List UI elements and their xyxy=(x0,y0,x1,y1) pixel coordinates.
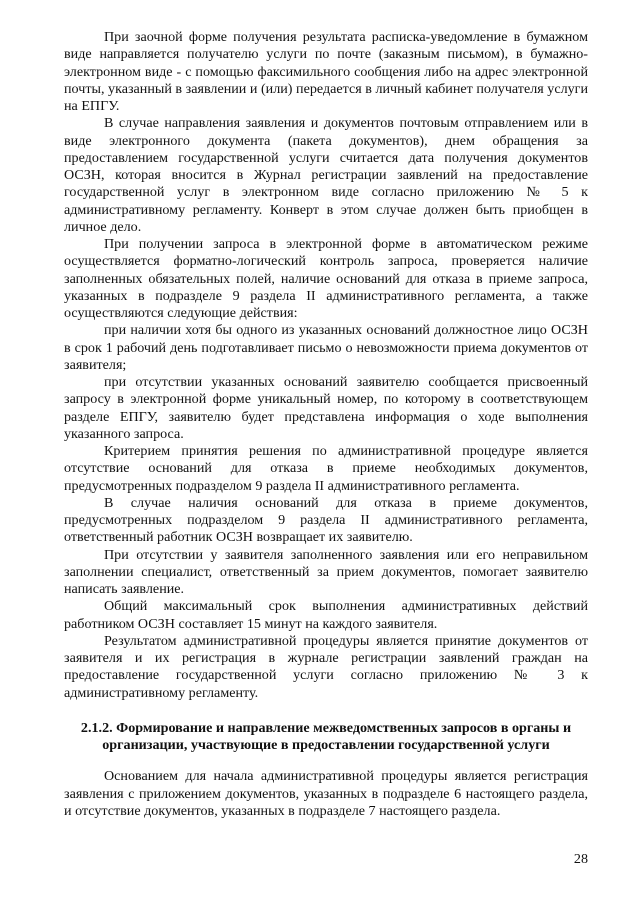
paragraph-procedure-result: Результатом административной процедуры является принятие документов от заявителя и их регистрация в журнале регистрации заявлений граждан на предоставление государственной услуги согласно приложению № 3 к административному регламенту. xyxy=(64,632,588,701)
page-number: 28 xyxy=(573,851,588,867)
paragraph-grounds-absent: при отсутствии указанных оснований заявителю сообщается присвоенный запросу в электронной форме уникальный номер, по которому в соответствующем разделе ЕПГУ, заявителю будет представлена информация о ходе выполнения указанного запроса. xyxy=(64,374,588,442)
paragraph-result-notice: При заочной форме получения результата расписка-уведомление в бумажном виде направляется получателю услуги по почте (заказным письмом), в бумажно-электронном виде - с помощью факсимильного сообщения либо на адрес электронной почты, указанный в заявлении и (или) передается в личный кабинет получателя услуги на ЕПГУ. xyxy=(64,29,588,114)
paragraph-decision-criterion: Критерием принятия решения по административной процедуре является отсутствие оснований для отказа в приеме необходимых документов, предусмотренных подразделом 9 раздела II административного регламента. xyxy=(64,443,588,494)
paragraph-grounds-present: при наличии хотя бы одного из указанных оснований должностное лицо ОСЗН в срок 1 рабочий день подготавливает письмо о невозможности приема документов от заявителя; xyxy=(64,322,588,373)
section-heading: 2.1.2. Формирование и направление межведомственных запросов в органы и организации, участвующие в предоставлении государственной услуги xyxy=(80,719,572,753)
paragraph-procedure-basis: Основанием для начала административной процедуры является регистрация заявления с приложением документов, указанных в подразделе 6 настоящего раздела, и отсутствие документов, указанных в подразделе 7 настоящего раздела. xyxy=(64,768,588,819)
paragraph-max-time: Общий максимальный срок выполнения административных действий работником ОСЗН составляет 15 минут на каждого заявителя. xyxy=(64,598,588,632)
body-text xyxy=(64,29,588,820)
paragraph-postal-application: В случае направления заявления и документов почтовым отправлением или в виде электронного документа (пакета документов), днем обращения за предоставлением государственной услуги считается дата получения документов ОСЗН, которая вносится в Журнал регистрации заявлений на предоставление государственной услуг в электронном виде согласно приложению № 5 к административному регламенту. Конверт в этом случае должен быть приобщен в личное дело. xyxy=(64,115,588,235)
paragraph-application-help: При отсутствии у заявителя заполненного заявления или его неправильном заполнении специалист, ответственный за прием документов, помогает заявителю написать заявление. xyxy=(64,546,588,597)
paragraph-electronic-request: При получении запроса в электронной форме в автоматическом режиме осуществляется форматно-логический контроль запроса, проверяется наличие заполненных обязательных полей, наличие оснований для отказа в приеме запроса, указанных в подразделе 9 раздела II административного регламента, а также осуществляются следующие действия: xyxy=(64,236,588,321)
paragraph-refusal-return: В случае наличия оснований для отказа в приеме документов, предусмотренных подразделом 9 раздела II административного регламента, ответственный работник ОСЗН возвращает их заявителю. xyxy=(64,494,588,546)
